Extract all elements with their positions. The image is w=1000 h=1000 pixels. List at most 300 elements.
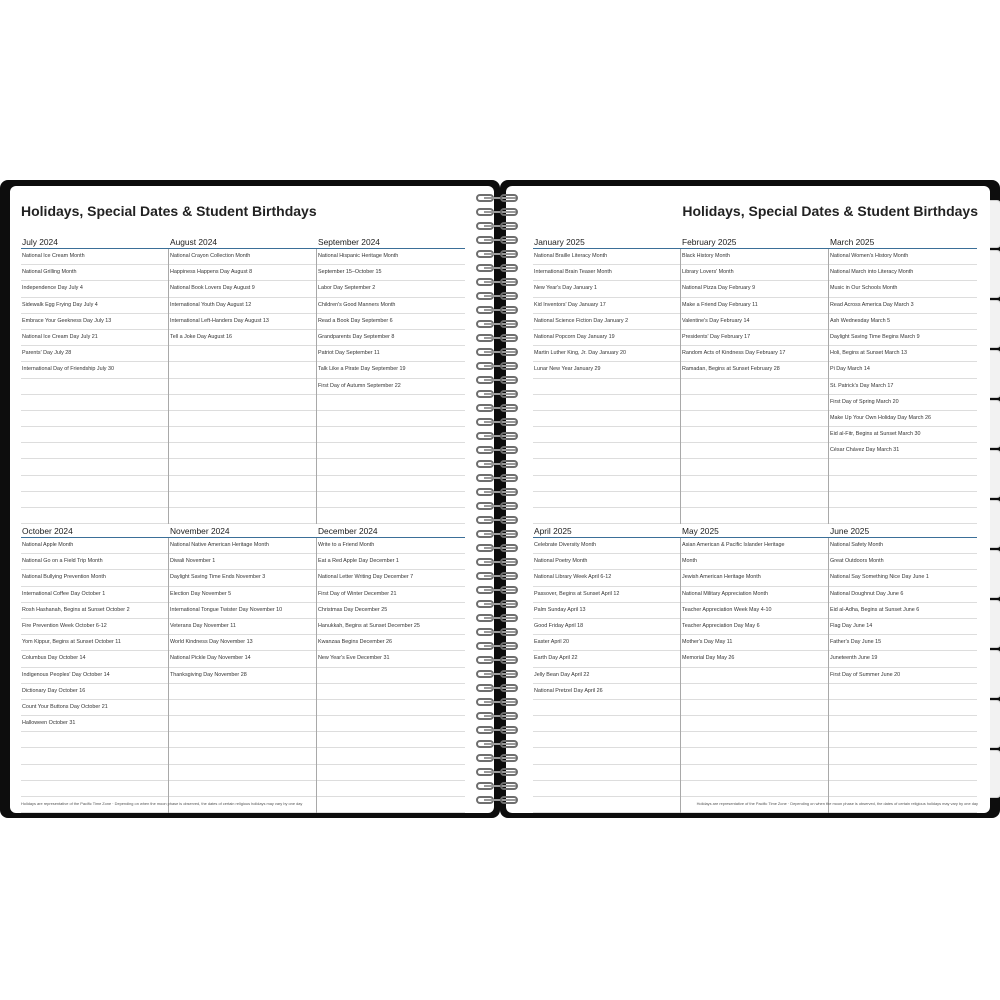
blank-line xyxy=(317,459,465,475)
blank-line xyxy=(169,411,316,427)
blank-line xyxy=(829,459,977,475)
spiral-coil xyxy=(476,754,524,763)
event-line: Presidents' Day February 17 xyxy=(681,330,828,346)
month-heading: November 2024 xyxy=(170,526,230,536)
event-line: National Pickle Day November 14 xyxy=(169,651,316,667)
event-line: Read Across America Day March 3 xyxy=(829,298,977,314)
month-tab[interactable] xyxy=(990,300,1000,348)
months-section-top xyxy=(21,236,465,524)
blank-line xyxy=(681,411,828,427)
event-line: St. Patrick's Day March 17 xyxy=(829,379,977,395)
spiral-coil xyxy=(476,334,524,343)
blank-line xyxy=(317,748,465,764)
blank-line xyxy=(169,748,316,764)
blank-line xyxy=(21,765,168,781)
event-line: World Kindness Day November 13 xyxy=(169,635,316,651)
event-line: Lunar New Year January 29 xyxy=(533,362,680,378)
event-line: International Tongue Twister Day November 10 xyxy=(169,603,316,619)
blank-line xyxy=(21,781,168,797)
month-tab[interactable] xyxy=(990,650,1000,698)
month-column xyxy=(317,525,465,813)
blank-line xyxy=(169,395,316,411)
event-line: National Braille Literacy Month xyxy=(533,249,680,265)
blank-line xyxy=(533,508,680,524)
month-column xyxy=(681,525,829,813)
month-column xyxy=(169,236,317,524)
blank-line xyxy=(317,508,465,524)
event-line: Library Lovers' Month xyxy=(681,265,828,281)
event-line: National Library Week April 6-12 xyxy=(533,570,680,586)
left-page xyxy=(10,186,494,813)
event-line: Christmas Day December 25 xyxy=(317,603,465,619)
month-heading: July 2024 xyxy=(22,237,58,247)
month-column xyxy=(169,525,317,813)
event-line: National Native American Heritage Month xyxy=(169,538,316,554)
month-lines xyxy=(169,249,317,524)
blank-line xyxy=(21,459,168,475)
blank-line xyxy=(681,508,828,524)
event-line: Martin Luther King, Jr. Day January 20 xyxy=(533,346,680,362)
month-tab[interactable] xyxy=(990,250,1000,298)
event-line: First Day of Spring March 20 xyxy=(829,395,977,411)
event-line: Patriot Day September 11 xyxy=(317,346,465,362)
blank-line xyxy=(681,443,828,459)
spiral-coil xyxy=(476,558,524,567)
event-line: Indigenous Peoples' Day October 14 xyxy=(21,668,168,684)
blank-line xyxy=(317,765,465,781)
blank-line xyxy=(681,716,828,732)
blank-line xyxy=(317,492,465,508)
spiral-coil xyxy=(476,390,524,399)
event-line: National Poetry Month xyxy=(533,554,680,570)
spiral-coil xyxy=(476,348,524,357)
event-line: Kid Inventors' Day January 17 xyxy=(533,298,680,314)
event-line: Hanukkah, Begins at Sunset December 25 xyxy=(317,619,465,635)
event-line: Kwanzaa Begins December 26 xyxy=(317,635,465,651)
blank-line xyxy=(829,700,977,716)
event-line: Passover, Begins at Sunset April 12 xyxy=(533,587,680,603)
event-line: Thanksgiving Day November 28 xyxy=(169,668,316,684)
blank-line xyxy=(829,492,977,508)
month-lines xyxy=(533,538,681,813)
blank-line xyxy=(681,395,828,411)
spiral-coil xyxy=(476,418,524,427)
spiral-coil xyxy=(476,460,524,469)
spiral-coil xyxy=(476,642,524,651)
event-line: International Coffee Day October 1 xyxy=(21,587,168,603)
blank-line xyxy=(21,443,168,459)
month-lines xyxy=(21,249,169,524)
spiral-coil xyxy=(476,544,524,553)
spiral-coil xyxy=(476,684,524,693)
spiral-coil xyxy=(476,362,524,371)
blank-line xyxy=(317,427,465,443)
event-line: Grandparents Day September 8 xyxy=(317,330,465,346)
event-line: National Ice Cream Month xyxy=(21,249,168,265)
event-line: Juneteenth June 19 xyxy=(829,651,977,667)
month-column xyxy=(21,525,169,813)
event-line: National Doughnut Day June 6 xyxy=(829,587,977,603)
month-tab[interactable] xyxy=(990,350,1000,398)
event-line: Fire Prevention Week October 6-12 xyxy=(21,619,168,635)
month-heading: June 2025 xyxy=(830,526,870,536)
month-column xyxy=(681,236,829,524)
event-line: Write to a Friend Month xyxy=(317,538,465,554)
blank-line xyxy=(21,379,168,395)
blank-line xyxy=(533,492,680,508)
blank-line xyxy=(169,508,316,524)
blank-line xyxy=(169,684,316,700)
blank-line xyxy=(317,684,465,700)
blank-line xyxy=(317,443,465,459)
spiral-coil xyxy=(476,712,524,721)
event-line: National Apple Month xyxy=(21,538,168,554)
spiral-coil xyxy=(476,600,524,609)
month-tab[interactable] xyxy=(990,700,1000,748)
spiral-coil xyxy=(476,376,524,385)
blank-line xyxy=(169,492,316,508)
spiral-coil xyxy=(476,264,524,273)
spiral-coil xyxy=(476,404,524,413)
event-line: International Brain Teaser Month xyxy=(533,265,680,281)
blank-line xyxy=(681,459,828,475)
months-section-top xyxy=(533,236,977,524)
month-lines xyxy=(21,538,169,813)
blank-line xyxy=(317,732,465,748)
event-line: International Youth Day August 12 xyxy=(169,298,316,314)
month-lines xyxy=(829,249,977,524)
blank-line xyxy=(681,765,828,781)
blank-line xyxy=(533,379,680,395)
months-section-bottom xyxy=(533,525,977,813)
event-line: International Day of Friendship July 30 xyxy=(21,362,168,378)
blank-line xyxy=(21,732,168,748)
spiral-coil xyxy=(476,796,524,805)
event-line: Diwali November 1 xyxy=(169,554,316,570)
event-line: First Day of Winter December 21 xyxy=(317,587,465,603)
event-line: Valentine's Day February 14 xyxy=(681,314,828,330)
blank-line xyxy=(317,797,465,813)
blank-line xyxy=(533,765,680,781)
event-line: New Year's Day January 1 xyxy=(533,281,680,297)
blank-line xyxy=(317,716,465,732)
event-line: Make Up Your Own Holiday Day March 26 xyxy=(829,411,977,427)
event-line: Eat a Red Apple Day December 1 xyxy=(317,554,465,570)
event-line: National Popcorn Day January 19 xyxy=(533,330,680,346)
blank-line xyxy=(21,748,168,764)
blank-line xyxy=(681,427,828,443)
spiral-coil xyxy=(476,628,524,637)
spiral-coil xyxy=(476,572,524,581)
spiral-coil xyxy=(476,278,524,287)
event-line: Great Outdoors Month xyxy=(829,554,977,570)
months-section-bottom xyxy=(21,525,465,813)
blank-line xyxy=(829,716,977,732)
blank-line xyxy=(681,492,828,508)
event-line: Flag Day June 14 xyxy=(829,619,977,635)
event-line: Dictionary Day October 16 xyxy=(21,684,168,700)
blank-line xyxy=(681,684,828,700)
month-heading: February 2025 xyxy=(682,237,737,247)
event-line: First Day of Summer June 20 xyxy=(829,668,977,684)
blank-line xyxy=(533,395,680,411)
event-line: Daylight Saving Time Ends November 3 xyxy=(169,570,316,586)
spiral-coil xyxy=(476,292,524,301)
event-line: Count Your Buttons Day October 21 xyxy=(21,700,168,716)
footnote: Holidays are representative of the Pacific Time Zone · Depending on when the moon phase is observed, the dates of certain religious holidays may vary by one day xyxy=(696,801,978,806)
spiral-coil xyxy=(476,768,524,777)
blank-line xyxy=(169,765,316,781)
blank-line xyxy=(169,379,316,395)
spiral-coil xyxy=(476,250,524,259)
blank-line xyxy=(169,700,316,716)
event-line: Easter April 20 xyxy=(533,635,680,651)
event-line: Independence Day July 4 xyxy=(21,281,168,297)
blank-line xyxy=(169,346,316,362)
month-heading: May 2025 xyxy=(682,526,719,536)
month-lines xyxy=(681,538,829,813)
blank-line xyxy=(829,732,977,748)
event-line: New Year's Eve December 31 xyxy=(317,651,465,667)
blank-line xyxy=(533,748,680,764)
event-line: National March into Literacy Month xyxy=(829,265,977,281)
month-tab[interactable] xyxy=(990,600,1000,648)
event-line: First Day of Autumn September 22 xyxy=(317,379,465,395)
blank-line xyxy=(681,668,828,684)
event-line: Halloween October 31 xyxy=(21,716,168,732)
blank-line xyxy=(829,765,977,781)
page-title: Holidays, Special Dates & Student Birthdays xyxy=(682,203,978,219)
event-line: Make a Friend Day February 11 xyxy=(681,298,828,314)
month-lines xyxy=(533,249,681,524)
blank-line xyxy=(317,476,465,492)
month-column xyxy=(829,236,977,524)
blank-line xyxy=(829,684,977,700)
spiral-coil xyxy=(476,656,524,665)
spiral-coil xyxy=(476,208,524,217)
month-column xyxy=(317,236,465,524)
blank-line xyxy=(169,732,316,748)
event-line: Children's Good Manners Month xyxy=(317,298,465,314)
blank-line xyxy=(317,781,465,797)
event-line: Music in Our Schools Month xyxy=(829,281,977,297)
month-lines xyxy=(829,538,977,813)
blank-line xyxy=(21,508,168,524)
spiral-coil xyxy=(476,698,524,707)
blank-line xyxy=(21,411,168,427)
event-line: Tell a Joke Day August 16 xyxy=(169,330,316,346)
event-line: National Grilling Month xyxy=(21,265,168,281)
event-line: Jewish American Heritage Month xyxy=(681,570,828,586)
event-line: September 15–October 15 xyxy=(317,265,465,281)
month-column xyxy=(533,525,681,813)
event-line: Celebrate Diversity Month xyxy=(533,538,680,554)
blank-line xyxy=(169,443,316,459)
month-heading: March 2025 xyxy=(830,237,875,247)
event-line: Holi, Begins at Sunset March 13 xyxy=(829,346,977,362)
event-line: Columbus Day October 14 xyxy=(21,651,168,667)
month-tab[interactable] xyxy=(990,500,1000,548)
event-line: Embrace Your Geekness Day July 13 xyxy=(21,314,168,330)
spiral-coil xyxy=(476,782,524,791)
event-line: Ramadan, Begins at Sunset February 28 xyxy=(681,362,828,378)
blank-line xyxy=(169,716,316,732)
blank-line xyxy=(169,362,316,378)
event-line: National Hispanic Heritage Month xyxy=(317,249,465,265)
spiral-coil xyxy=(476,306,524,315)
month-column xyxy=(533,236,681,524)
event-line: National Science Fiction Day January 2 xyxy=(533,314,680,330)
event-line: National Bullying Prevention Month xyxy=(21,570,168,586)
month-tab[interactable] xyxy=(990,400,1000,448)
blank-line xyxy=(681,700,828,716)
blank-line xyxy=(681,732,828,748)
event-line: Ash Wednesday March 5 xyxy=(829,314,977,330)
event-line: Rosh Hashanah, Begins at Sunset October 2 xyxy=(21,603,168,619)
spiral-coil xyxy=(476,586,524,595)
event-line: Mother's Day May 11 xyxy=(681,635,828,651)
blank-line xyxy=(533,411,680,427)
event-line: International Left-Handers Day August 13 xyxy=(169,314,316,330)
event-line: National Ice Cream Day July 21 xyxy=(21,330,168,346)
month-heading: January 2025 xyxy=(534,237,585,247)
blank-line xyxy=(681,379,828,395)
event-line: César Chávez Day March 31 xyxy=(829,443,977,459)
event-line: National Pretzel Day April 26 xyxy=(533,684,680,700)
event-line: Father's Day June 15 xyxy=(829,635,977,651)
spiral-coil xyxy=(476,432,524,441)
event-line: National Book Lovers Day August 9 xyxy=(169,281,316,297)
event-line: Happiness Happens Day August 8 xyxy=(169,265,316,281)
spiral-coil xyxy=(476,530,524,539)
event-line: Veterans Day November 11 xyxy=(169,619,316,635)
blank-line xyxy=(21,427,168,443)
blank-line xyxy=(829,748,977,764)
blank-line xyxy=(533,459,680,475)
spiral-coil xyxy=(476,320,524,329)
event-line: Daylight Saving Time Begins March 9 xyxy=(829,330,977,346)
blank-line xyxy=(21,492,168,508)
event-line: Read a Book Day September 6 xyxy=(317,314,465,330)
month-column xyxy=(829,525,977,813)
event-line: Eid al-Fitr, Begins at Sunset March 30 xyxy=(829,427,977,443)
event-line: Eid al-Adha, Begins at Sunset June 6 xyxy=(829,603,977,619)
event-line: Talk Like a Pirate Day September 19 xyxy=(317,362,465,378)
event-line: Memorial Day May 26 xyxy=(681,651,828,667)
spiral-coil xyxy=(476,446,524,455)
spiral-coil xyxy=(476,502,524,511)
event-line: Random Acts of Kindness Day February 17 xyxy=(681,346,828,362)
blank-line xyxy=(533,443,680,459)
month-tab[interactable] xyxy=(990,200,1000,248)
spiral-coil xyxy=(476,194,524,203)
event-line: Sidewalk Egg Frying Day July 4 xyxy=(21,298,168,314)
month-tab[interactable] xyxy=(990,550,1000,598)
spiral-coil xyxy=(476,670,524,679)
spiral-coil xyxy=(476,516,524,525)
blank-line xyxy=(533,732,680,748)
event-line: National Say Something Nice Day June 1 xyxy=(829,570,977,586)
footnote: Holidays are representative of the Pacific Time Zone · Depending on when the moon phase is observed, the dates of certain religious holidays may vary by one day xyxy=(21,801,303,806)
event-line: Labor Day September 2 xyxy=(317,281,465,297)
blank-line xyxy=(21,395,168,411)
event-line: Earth Day April 22 xyxy=(533,651,680,667)
month-lines xyxy=(169,538,317,813)
blank-line xyxy=(169,427,316,443)
event-line: Election Day November 5 xyxy=(169,587,316,603)
month-column xyxy=(21,236,169,524)
event-line: Teacher Appreciation Week May 4-10 xyxy=(681,603,828,619)
event-line: Teacher Appreciation Day May 6 xyxy=(681,619,828,635)
blank-line xyxy=(533,427,680,443)
spiral-coil xyxy=(476,740,524,749)
blank-line xyxy=(533,716,680,732)
event-line: National Go on a Field Trip Month xyxy=(21,554,168,570)
spiral-coil xyxy=(476,236,524,245)
spiral-coil xyxy=(476,488,524,497)
blank-line xyxy=(681,476,828,492)
blank-line xyxy=(829,508,977,524)
blank-line xyxy=(829,476,977,492)
blank-line xyxy=(533,797,680,813)
event-line: Palm Sunday April 13 xyxy=(533,603,680,619)
blank-line xyxy=(169,781,316,797)
blank-line xyxy=(169,459,316,475)
event-line: Parents' Day July 28 xyxy=(21,346,168,362)
blank-line xyxy=(317,411,465,427)
blank-line xyxy=(317,395,465,411)
month-heading: April 2025 xyxy=(534,526,572,536)
month-lines xyxy=(317,538,465,813)
event-line: National Safety Month xyxy=(829,538,977,554)
month-heading: December 2024 xyxy=(318,526,378,536)
spiral-binding xyxy=(470,186,530,813)
spiral-coil xyxy=(476,222,524,231)
event-line: Good Friday April 18 xyxy=(533,619,680,635)
event-line: Asian American & Pacific Islander Heritage xyxy=(681,538,828,554)
page-title: Holidays, Special Dates & Student Birthdays xyxy=(21,203,317,219)
spiral-coil xyxy=(476,474,524,483)
blank-line xyxy=(681,781,828,797)
month-lines xyxy=(681,249,829,524)
month-tab[interactable] xyxy=(990,750,1000,798)
event-line: Pi Day March 14 xyxy=(829,362,977,378)
blank-line xyxy=(829,781,977,797)
event-line: National Women's History Month xyxy=(829,249,977,265)
blank-line xyxy=(169,476,316,492)
event-line: Black History Month xyxy=(681,249,828,265)
spiral-coil xyxy=(476,614,524,623)
blank-line xyxy=(533,476,680,492)
event-line: National Crayon Collection Month xyxy=(169,249,316,265)
month-heading: August 2024 xyxy=(170,237,218,247)
event-line: Month xyxy=(681,554,828,570)
event-line: Jelly Bean Day April 22 xyxy=(533,668,680,684)
blank-line xyxy=(317,700,465,716)
right-page xyxy=(506,186,990,813)
month-heading: September 2024 xyxy=(318,237,380,247)
event-line: National Letter Writing Day December 7 xyxy=(317,570,465,586)
blank-line xyxy=(21,476,168,492)
blank-line xyxy=(681,748,828,764)
event-line: Yom Kippur, Begins at Sunset October 11 xyxy=(21,635,168,651)
blank-line xyxy=(317,668,465,684)
month-heading: October 2024 xyxy=(22,526,73,536)
blank-line xyxy=(533,781,680,797)
event-line: National Pizza Day February 9 xyxy=(681,281,828,297)
month-tab[interactable] xyxy=(990,450,1000,498)
month-lines xyxy=(317,249,465,524)
